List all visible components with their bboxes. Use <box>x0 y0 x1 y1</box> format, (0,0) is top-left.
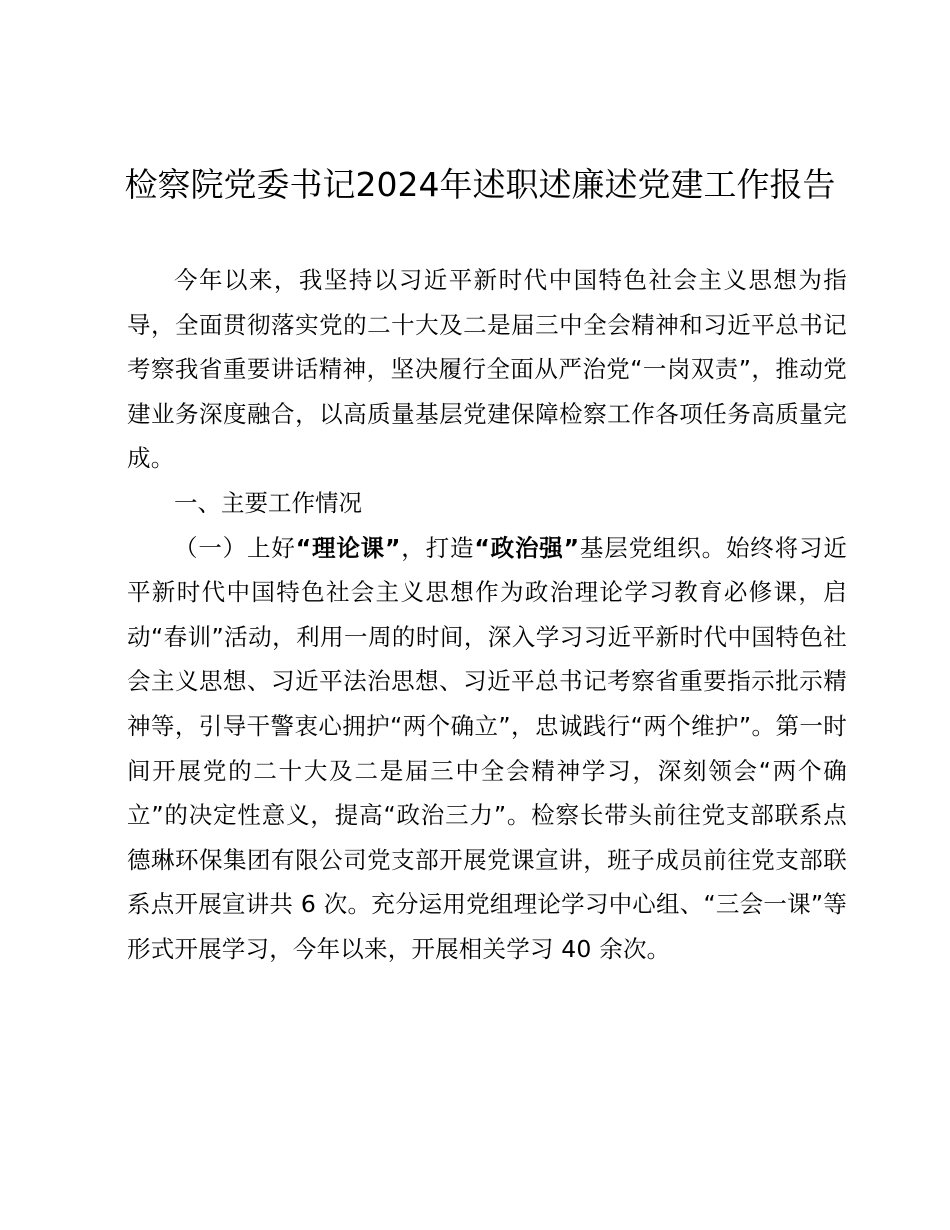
document-title: 检察院党委书记2024年述职述廉述党建工作报告 <box>124 165 836 204</box>
subsection-text: 基层党组织。始终将习近平新时代中国特色社会主义思想作为政治理论学习教育必修课，启动“春训”活动，利用一周的时间，深入学习习近平新时代中国特色社会主义思想、习近平法治思想、习近平总书记考察省重要指示批示精神等，引导干警衷心拥护“两个确立”，忠诚践行“两个维护”。第一时间开展党的二十大及二是届三中全会精神学习，深刻领会“两个确立”的决定性意义，提高“政治三力”。检察长带头前往党支部联系点德琳环保集团有限公司党支部开展党课宣讲，班子成员前往党支部联系点开展宣讲共 6 次。充分运用党组理论学习中心组、“三会一课”等形式开展学习，今年以来，开展相关学习 40 余次。 <box>127 533 848 963</box>
intro-paragraph: 今年以来，我坚持以习近平新时代中国特色社会主义思想为指导，全面贯彻落实党的二十大及二是届三中全会精神和习近平总书记考察我省重要讲话精神，坚决履行全面从严治党“一岗双责”，推动党建业务深度融合，以高质量基层党建保障检察工作各项任务高质量完成。 <box>127 266 847 473</box>
subsection-middle: ，打造 <box>400 533 475 562</box>
subsection-prefix: （一）上好 <box>174 533 296 562</box>
subsection-paragraph <box>127 526 847 972</box>
section-heading: 一、主要工作情况 <box>174 488 362 517</box>
subsection-bold-politics: “政治强” <box>474 533 580 562</box>
subsection-bold-theory: “理论课” <box>295 533 401 562</box>
document-body <box>127 258 847 972</box>
